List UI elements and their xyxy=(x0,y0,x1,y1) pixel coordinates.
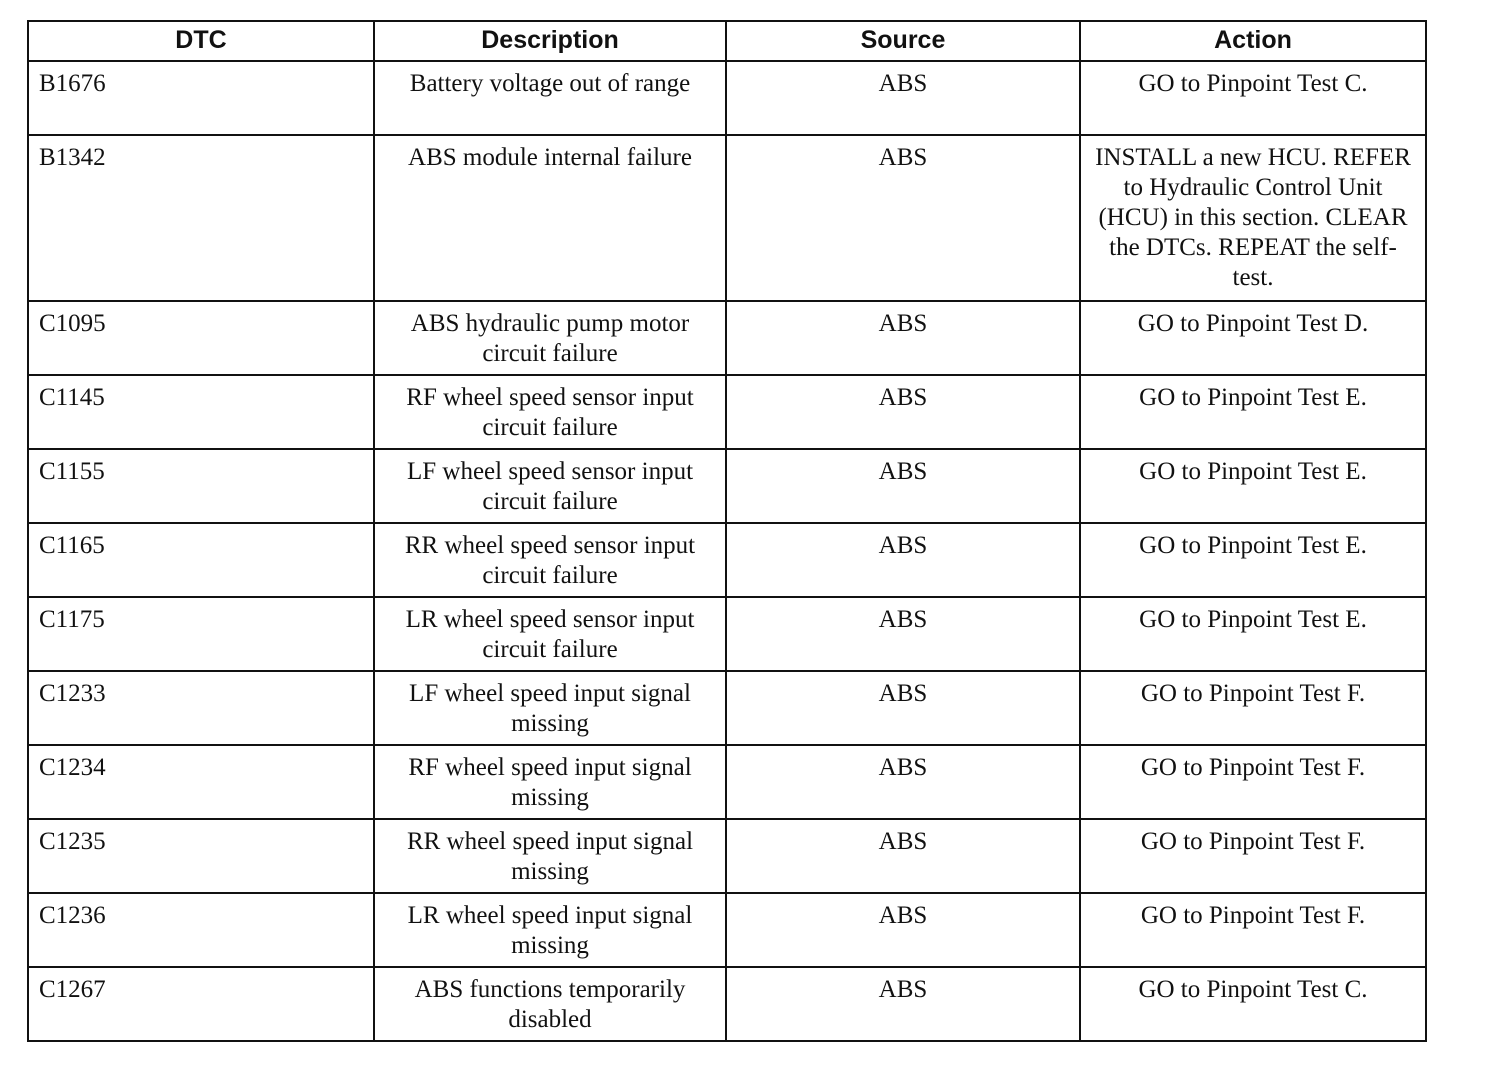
dtc-source: ABS xyxy=(726,967,1080,1041)
action-text: GO to Pinpoint Test C. xyxy=(1138,976,1368,1003)
dtc-description xyxy=(374,449,726,523)
dtc-source: ABS xyxy=(726,893,1080,967)
action-text: GO to Pinpoint Test E. xyxy=(1139,458,1367,485)
action-text: INSTALL a new HCU. REFER to Hydraulic Control Unit (HCU) in this section. CLEAR the DTCs. REPEAT the self-test. xyxy=(1095,144,1411,291)
description-text: ABS functions temporarily disabled xyxy=(414,976,686,1033)
table-row xyxy=(28,523,1426,597)
dtc-action xyxy=(1080,967,1426,1041)
dtc-source: ABS xyxy=(726,135,1080,301)
description-text: RR wheel speed input signal missing xyxy=(406,828,694,885)
table-row xyxy=(28,745,1426,819)
dtc-action xyxy=(1080,375,1426,449)
table-body xyxy=(28,61,1426,1041)
description-text: LR wheel speed sensor input circuit failure xyxy=(405,606,695,663)
dtc-action xyxy=(1080,819,1426,893)
dtc-description xyxy=(374,523,726,597)
action-text: GO to Pinpoint Test E. xyxy=(1139,606,1367,633)
dtc-code: C1236 xyxy=(28,893,374,967)
dtc-code: C1175 xyxy=(28,597,374,671)
dtc-source: ABS xyxy=(726,61,1080,135)
header-dtc: DTC xyxy=(28,21,374,61)
dtc-action xyxy=(1080,135,1426,301)
dtc-source: ABS xyxy=(726,745,1080,819)
dtc-description xyxy=(374,135,726,301)
dtc-action xyxy=(1080,671,1426,745)
description-text: LR wheel speed input signal missing xyxy=(407,902,693,959)
dtc-code: C1145 xyxy=(28,375,374,449)
table-row xyxy=(28,449,1426,523)
action-text: GO to Pinpoint Test F. xyxy=(1140,680,1366,707)
dtc-code: C1095 xyxy=(28,301,374,375)
dtc-action xyxy=(1080,301,1426,375)
table-row xyxy=(28,893,1426,967)
dtc-source: ABS xyxy=(726,819,1080,893)
action-text: GO to Pinpoint Test D. xyxy=(1137,310,1369,337)
dtc-source: ABS xyxy=(726,375,1080,449)
dtc-action xyxy=(1080,597,1426,671)
dtc-action xyxy=(1080,61,1426,135)
dtc-code: C1234 xyxy=(28,745,374,819)
table-row xyxy=(28,61,1426,135)
description-text: RR wheel speed sensor input circuit failure xyxy=(404,532,696,589)
dtc-table xyxy=(27,20,1427,1042)
dtc-code: C1235 xyxy=(28,819,374,893)
dtc-description xyxy=(374,375,726,449)
description-text: LF wheel speed sensor input circuit failure xyxy=(406,458,694,515)
header-source: Source xyxy=(726,21,1080,61)
dtc-code: B1676 xyxy=(28,61,374,135)
description-text: ABS module internal failure xyxy=(408,144,692,171)
action-text: GO to Pinpoint Test F. xyxy=(1140,902,1366,929)
action-text: GO to Pinpoint Test E. xyxy=(1139,532,1367,559)
dtc-source: ABS xyxy=(726,597,1080,671)
table-row xyxy=(28,819,1426,893)
dtc-code: C1267 xyxy=(28,967,374,1041)
dtc-code: B1342 xyxy=(28,135,374,301)
dtc-source: ABS xyxy=(726,449,1080,523)
dtc-code: C1165 xyxy=(28,523,374,597)
header-row xyxy=(28,21,1426,61)
dtc-source: ABS xyxy=(726,301,1080,375)
dtc-description xyxy=(374,61,726,135)
table-row xyxy=(28,597,1426,671)
dtc-action xyxy=(1080,523,1426,597)
dtc-code: C1155 xyxy=(28,449,374,523)
dtc-source: ABS xyxy=(726,523,1080,597)
dtc-code: C1233 xyxy=(28,671,374,745)
dtc-description xyxy=(374,819,726,893)
table-header xyxy=(28,21,1426,61)
description-text: LF wheel speed input signal missing xyxy=(409,680,691,737)
header-action: Action xyxy=(1080,21,1426,61)
dtc-description xyxy=(374,893,726,967)
dtc-description xyxy=(374,301,726,375)
action-text: GO to Pinpoint Test F. xyxy=(1140,828,1366,855)
description-text: ABS hydraulic pump motor circuit failure xyxy=(410,310,690,367)
dtc-action xyxy=(1080,893,1426,967)
dtc-source: ABS xyxy=(726,671,1080,745)
table-row xyxy=(28,967,1426,1041)
description-text: Battery voltage out of range xyxy=(409,70,691,97)
table-row xyxy=(28,375,1426,449)
header-description: Description xyxy=(374,21,726,61)
description-text: RF wheel speed sensor input circuit failure xyxy=(406,384,694,441)
action-text: GO to Pinpoint Test C. xyxy=(1138,70,1368,97)
action-text: GO to Pinpoint Test F. xyxy=(1140,754,1366,781)
dtc-action xyxy=(1080,449,1426,523)
table-row xyxy=(28,135,1426,301)
dtc-action xyxy=(1080,745,1426,819)
description-text: RF wheel speed input signal missing xyxy=(408,754,692,811)
dtc-description xyxy=(374,967,726,1041)
table-row xyxy=(28,671,1426,745)
dtc-description xyxy=(374,597,726,671)
action-text: GO to Pinpoint Test E. xyxy=(1139,384,1367,411)
dtc-description xyxy=(374,745,726,819)
table-row xyxy=(28,301,1426,375)
dtc-description xyxy=(374,671,726,745)
